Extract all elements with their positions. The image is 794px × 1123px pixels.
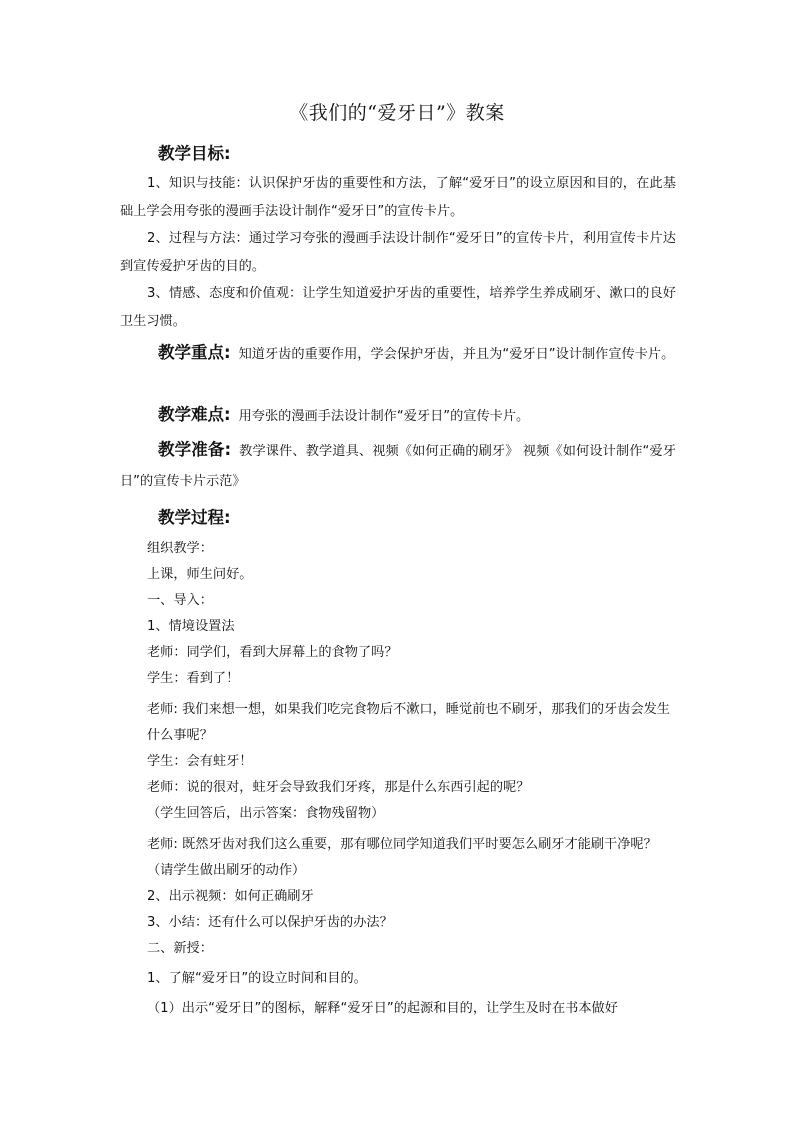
preparation-heading: 教学准备: (158, 440, 232, 459)
preparation-section (120, 435, 676, 497)
difficulty-section (120, 400, 676, 432)
preparation-text: 教学课件、教学道具、视频《如何正确的刷牙》 视频《如何设计制作“爱牙日”的宣传卡片示范》 (120, 444, 676, 489)
process-line: 2、出示视频：如何正确刷牙 (147, 889, 314, 904)
process-line: 组织教学： (147, 541, 213, 556)
process-line: 学生：看到了！ (147, 671, 240, 686)
process-line: （请学生做出刷牙的动作） (147, 863, 306, 878)
process-heading: 教学过程: (158, 508, 231, 527)
process-line: 老师：说的很对，蛀牙会导致我们牙疼，那是什么东西引起的呢？ (147, 780, 530, 795)
goal-item-1: 1、知识与技能：认识保护牙齿的重要性和方法，了解“爱牙日”的设立原因和目的，在此基础上学会用夸张的漫画手法设计制作“爱牙日”的宣传卡片。 (120, 176, 676, 219)
key-point-text: 知道牙齿的重要作用，学会保护牙齿，并且为“爱牙日”设计制作宣传卡片。 (238, 347, 675, 362)
difficulty-text: 用夸张的漫画手法设计制作“爱牙日”的宣传卡片。 (238, 409, 530, 424)
process-line: 一、导入： (147, 593, 213, 608)
process-line: 老师: 我们来想一想，如果我们吃完食物后不漱口，睡觉前也不刷牙，那我们的牙齿会发生什么事呢？ (147, 702, 670, 743)
process-line: 1、情境设置法 (147, 619, 235, 634)
process-line: 老师：同学们，看到大屏幕上的食物了吗？ (147, 645, 398, 660)
process-line: （学生回答后，出示答案：食物残留物） (147, 806, 385, 821)
process-line: 1、了解“爱牙日”的设立时间和目的。 (147, 971, 367, 986)
key-point-section (120, 338, 676, 370)
goals-heading: 教学目标: (158, 144, 231, 163)
process-line: 上课，师生问好。 (147, 567, 253, 582)
process-line: （1）出示“爱牙日”的图标，解释“爱牙日”的起源和目的，让学生及时在书本做好 (147, 1001, 618, 1016)
process-line: 老师: 既然牙齿对我们这么重要，那有哪位同学知道我们平时要怎么刷牙才能刷干净呢？ (147, 837, 657, 852)
difficulty-heading: 教学难点: (158, 405, 231, 424)
goal-item-3: 3、情感、态度和价值观：让学生知道爱护牙齿的重要性，培养学生养成刷牙、漱口的良好卫生习惯。 (120, 286, 676, 329)
process-line: 二、新授： (147, 941, 213, 956)
process-line: 学生：会有蛀牙！ (147, 754, 253, 769)
process-line: 3、小结：还有什么可以保护牙齿的办法？ (147, 915, 393, 930)
document-title: 《我们的“爱牙日”》教案 (289, 102, 505, 124)
key-point-heading: 教学重点: (158, 343, 231, 362)
goal-item-2: 2、过程与方法：通过学习夸张的漫画手法设计制作“爱牙日”的宣传卡片，利用宣传卡片达到宣传爱护牙齿的目的。 (120, 231, 676, 274)
